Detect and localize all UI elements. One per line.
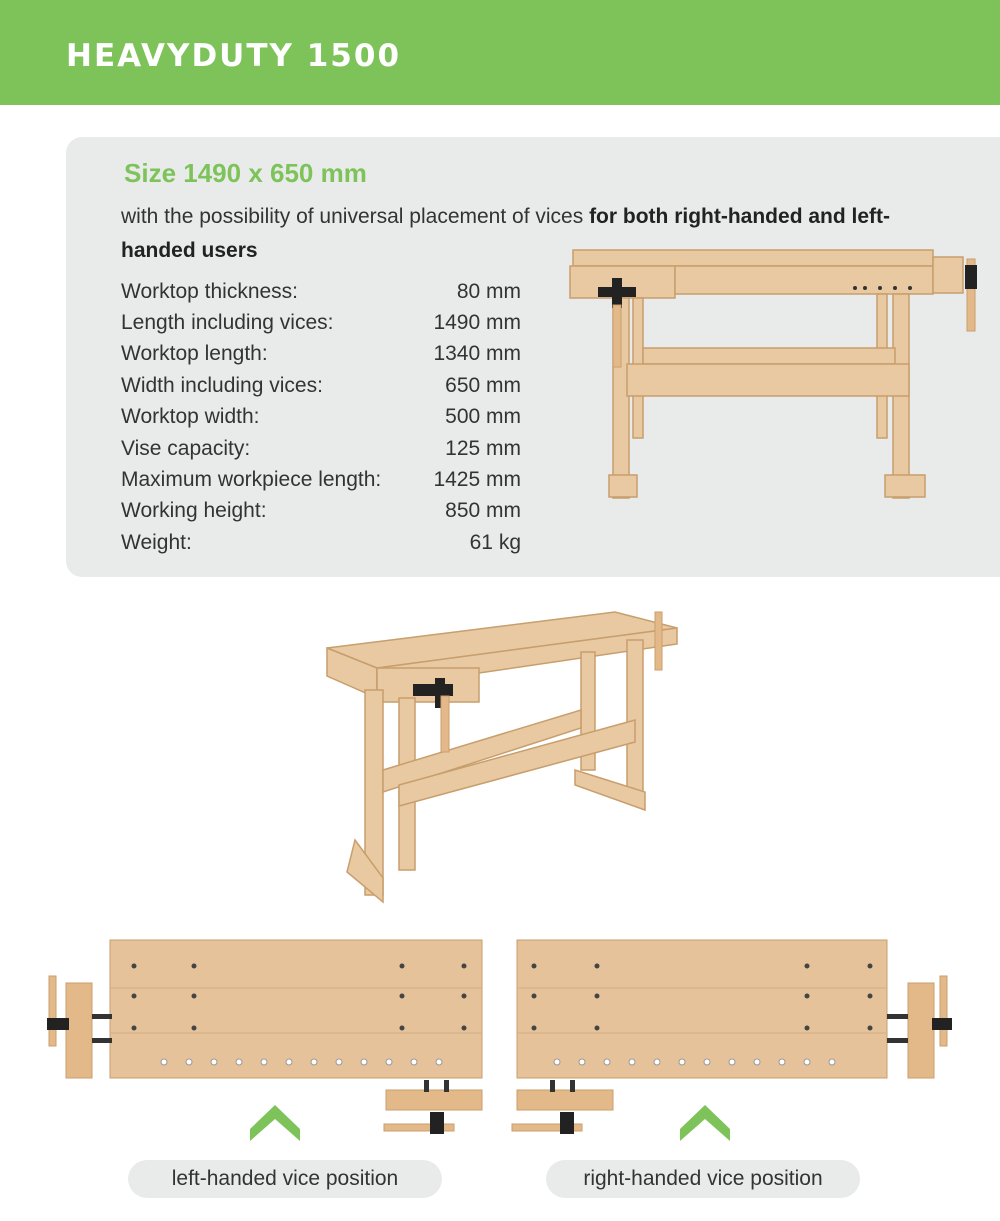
spec-label: Weight: [121, 530, 192, 554]
spec-label: Vise capacity: [121, 436, 251, 460]
spec-label: Worktop width: [121, 405, 260, 429]
header-bar [0, 0, 1000, 105]
spec-row [121, 433, 521, 464]
spec-value: 850 mm [445, 499, 521, 523]
spec-label: Worktop length: [121, 342, 268, 366]
spec-row [121, 339, 521, 370]
spec-value: 650 mm [445, 373, 521, 397]
spec-value: 500 mm [445, 405, 521, 429]
spec-row [121, 402, 521, 433]
spec-label: Working height: [121, 499, 267, 523]
spec-value: 61 kg [469, 530, 521, 554]
workbench-perspective-image [325, 610, 685, 910]
intro-bold: for both right-handed and left-handed users [121, 205, 891, 262]
spec-row [121, 307, 521, 338]
caption-right-handed: right-handed vice position [546, 1160, 860, 1198]
caption-left-handed: left-handed vice position [128, 1160, 442, 1198]
spec-table [121, 276, 521, 559]
intro-plain: with the possibility of universal placement of vices [121, 205, 590, 228]
right-handed-top-view [512, 938, 956, 1138]
spec-row [121, 464, 521, 495]
spec-label: Width including vices: [121, 373, 323, 397]
product-title: HEAVYDUTY 1500 [66, 38, 402, 74]
spec-value: 1425 mm [433, 468, 521, 492]
spec-value: 80 mm [456, 279, 521, 303]
spec-value: 1490 mm [433, 311, 521, 335]
size-title: Size 1490 x 650 mm [124, 158, 367, 188]
workbench-front-image [565, 245, 985, 505]
spec-label: Worktop thickness: [121, 279, 299, 303]
spec-row [121, 276, 521, 307]
chevron-up-icon [250, 1105, 300, 1141]
spec-label: Maximum workpiece length: [121, 468, 382, 492]
spec-row [121, 527, 521, 558]
spec-row [121, 496, 521, 527]
spec-row [121, 370, 521, 401]
spec-value: 1340 mm [433, 342, 521, 366]
spec-label: Length including vices: [121, 311, 334, 335]
chevron-up-icon [680, 1105, 730, 1141]
spec-value: 125 mm [445, 436, 521, 460]
